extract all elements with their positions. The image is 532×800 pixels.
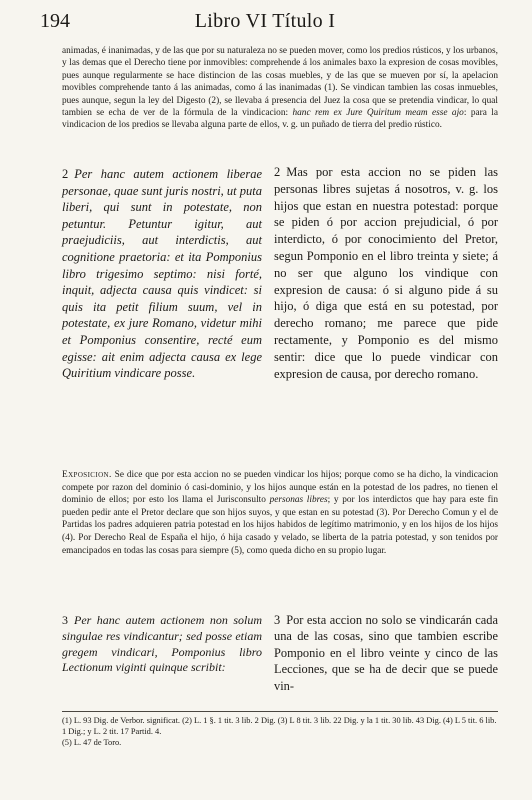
footnote-line: (5) L. 47 de Toro. <box>62 738 122 747</box>
footnote-line: (1) L. 93 Dig. de Verbor. significat. (2) L. 1 §. 1 tit. 3 lib. 2 Dig. (3) L 8 tit. 3 lib. 22 Dig. y la 1 tit. 30 lib. 43 Dig. (4) L 5 tit. 6 lib. 1 Dig.; y L. 2 tit. 17 Partid. 4. <box>62 716 497 736</box>
exposition-italic: personas libres <box>269 495 328 506</box>
footnote-rule <box>62 711 498 712</box>
top-paragraph-end: : para la vindicacion de los predios se llevaba alguna parte de ellos, v. g. un puñado de tierra del predio rústico. <box>62 108 498 131</box>
verse-number-spanish-3: 3 <box>274 613 281 627</box>
verse-number-spanish-2: 2 <box>274 165 281 179</box>
exposition-paragraph <box>62 469 498 557</box>
latin-paragraph-2 <box>62 166 262 382</box>
vindication-formula: hanc rem ex Jure Quiritum meam esse ajo <box>292 108 464 119</box>
top-paragraph <box>62 45 498 132</box>
top-paragraph-text: animadas, é inanimadas, y de las que por su naturaleza no se pueden mover, como los predios rústicos, y los urbanos, y las demas que el Derecho tiene por inmovibles: comprehende á los animales baxo la expresion de cosas movibles, pues aunque regularmente se hace distincion de las cosas muebles, y de las que se mueven por sí, la apelacion movibles comprehende tanto á las animadas, como á las inanimadas (1). Se vindican tambien las cosas inmuebles, pues aunque, segun la ley del Digesto (2), se llevaba á presencia del Juez la cosa que se pretendia vindicar, lo qual tambien se echa de ver de la fórmula de la vindicacion: <box>62 46 498 119</box>
exposition-text-b: ; y por los interdictos que hay para este fin pueden pedir ante el Pretor declare que son hijos suyos, y que estan en su potestad (3). Por Derecho Comun y el de Partidas los padres adquieren patria potestad en los hijos habidos de legítimo matrimonio, y en los hijos de los hijos (4). Por Derecho Real de España el hijo, ó hija casado y velado, se liberta de la patria potestad, y son tenidos por emancipados en todas las cosas para siempre (5), como queda dicho en su propio lugar. <box>62 495 498 556</box>
footnotes <box>62 715 498 748</box>
page-header <box>40 10 490 40</box>
latin-text-3: Per hanc autem actionem non solum singulae res vindicantur; sed posse etiam gregem vindicari, Pomponius libro Lectionum viginti quinque scribit: <box>62 613 262 675</box>
latin-text-2: Per hanc autem actionem liberae personae, quae sunt juris nostri, ut puta liberi, qui sunt in potestate, non petuntur. Petuntur igitur, aut praejudiciis, aut interdictis, aut cognitione praetoria: et ita Pomponius libro trigesimo septimo: nisi forté, inquit, adjecta causa quis vindicet: si quis ita petit filium suum, vel in potestate, ex jure Romano, videtur mihi et Pomponius consentire, recté eum egisse: ait enim adjecta causa ex lege Quiritium vindicare posse. <box>62 167 263 381</box>
running-title: Libro VI Título I <box>194 10 336 32</box>
exposition-text-a: Se dice que por esta accion no se pueden vindicar los hijos; porque como se ha dicho, la vindicacion compete por razon del dominio ó casi-dominio, y los hijos aunque están en la potestad de los padres, no tienen el dominio de ellos; por esto los llama el Jurisconsulto <box>62 470 498 506</box>
latin-paragraph-3 <box>62 613 262 676</box>
exposition-label: Exposicion. <box>62 470 112 480</box>
page-number: 194 <box>40 10 70 32</box>
spanish-text-2: Mas por esta accion no se piden las personas libres sujetas á nosotros, v. g. los hijos que estan en nuestra potestad: porque se piden ó por accion prejudicial, ó por interdicto, ó por conocimiento del Pretor, segun Pomponio en el libro treinta y siete; á no ser que alguno los vindique con expresion de causa: ó si alguno pide á su hijo, ó diga que está en su potestad, por derecho romano; me parece que pide rectamente, y Pomponio es del mismo sentir: dice que lo puede vindicar con expresion de causa, por derecho romano. <box>274 165 498 381</box>
verse-number-latin-2: 2 <box>62 167 69 181</box>
spanish-text-3: Por esta accion no solo se vindicarán cada una de las cosas, sino que tambien escribe Pomponio en el libro veinte y cinco de las Lecciones, que se ha de decir que se puede vin- <box>274 613 498 693</box>
verse-number-latin-3: 3 <box>62 613 68 627</box>
spanish-paragraph-2 <box>274 164 498 382</box>
spanish-paragraph-3 <box>274 612 498 694</box>
